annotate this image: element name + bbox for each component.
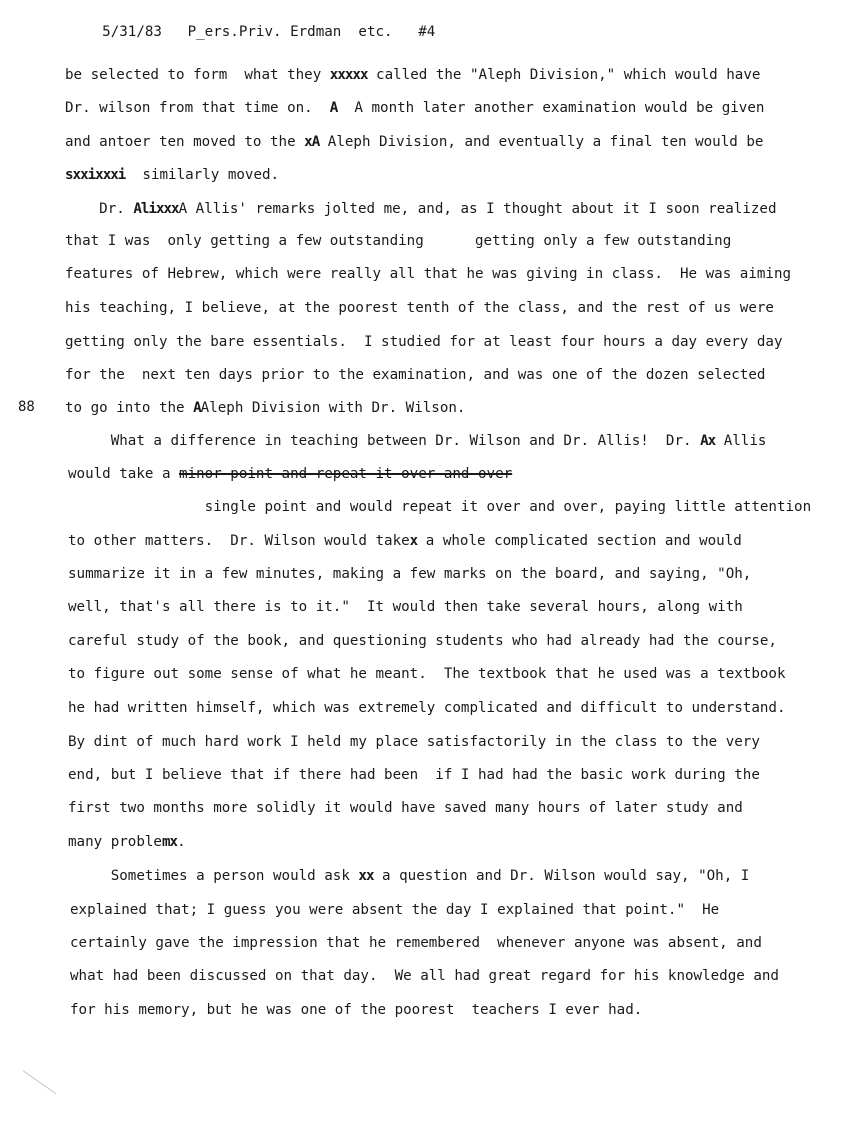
text-segment: A month later another examination would be given — [337, 100, 765, 116]
text-line — [70, 901, 719, 919]
text-line — [70, 934, 762, 952]
text-segment: Allis — [715, 433, 767, 449]
text-line — [70, 1001, 642, 1019]
text-segment: to figure out some sense of what he meant. The textbook that he used was a textbook — [68, 666, 786, 682]
text-segment: to other matters. Dr. Wilson would take — [68, 533, 410, 549]
text-line — [68, 867, 749, 885]
overtyped-text: x — [409, 533, 418, 549]
text-line — [65, 66, 760, 84]
text-line — [68, 699, 786, 717]
text-segment: and antoer ten moved to the — [65, 134, 305, 150]
text-line — [65, 366, 765, 384]
text-line — [65, 99, 764, 117]
text-segment: well, that's all there is to it." It would then take several hours, along with — [68, 599, 743, 615]
text-segment: single point and would repeat it over and over, paying little attention — [68, 499, 812, 515]
text-line — [65, 399, 465, 417]
text-segment: for the next ten days prior to the examination, and was one of the dozen selected — [65, 367, 766, 383]
text-segment: Dr. wilson from that time on. — [65, 100, 330, 116]
text-segment: careful study of the book, and questioning students who had already had the course, — [68, 633, 777, 649]
text-line — [65, 200, 777, 218]
text-line — [68, 833, 186, 851]
text-line — [68, 733, 760, 751]
text-line — [68, 766, 760, 784]
overtyped-text: A — [329, 100, 338, 116]
text-segment: a question and Dr. Wilson would say, "Oh, I — [373, 868, 750, 884]
header-title: P_ers.Priv. Erdman etc. — [187, 24, 393, 40]
text-line — [68, 498, 811, 516]
text-segment: his teaching, I believe, at the poorest tenth of the class, and the rest of us were — [65, 300, 774, 316]
overtyped-text: mx — [161, 834, 178, 850]
paper-edge-mark — [0, 1070, 56, 1127]
overtyped-text: A — [193, 400, 201, 416]
text-segment: he had written himself, which was extremely complicated and difficult to understand. — [68, 700, 786, 716]
text-line — [68, 432, 766, 450]
text-line — [68, 665, 786, 683]
text-line — [68, 799, 743, 817]
text-segment: By dint of much hard work I held my place satisfactorily in the class to the very — [68, 734, 760, 750]
text-segment: What a difference in teaching between Dr. Wilson and Dr. Allis! Dr. — [68, 433, 701, 449]
overtyped-text: xA — [304, 134, 320, 150]
header — [68, 5, 435, 59]
struck-text: minor point and repeat it over and over — [179, 466, 513, 482]
text-segment: summarize it in a few minutes, making a few marks on the board, and saying, "Oh, — [68, 566, 752, 582]
overtyped-text: Alixxx — [133, 201, 179, 217]
overtyped-text: xxxxx — [329, 67, 368, 83]
text-segment: first two months more solidly it would have saved many hours of later study and — [68, 800, 743, 816]
text-segment: for his memory, but he was one of the poorest teachers I ever had. — [70, 1002, 643, 1018]
text-segment: features of Hebrew, which were really all that he was giving in class. He was aiming — [65, 266, 792, 282]
text-segment: explained that; I guess you were absent the day I explained that point." He — [70, 902, 720, 918]
header-page-marker: #4 — [418, 24, 436, 40]
header-date: 5/31/83 — [102, 24, 162, 40]
text-segment: getting only the bare essentials. I studied for at least four hours a day every day — [65, 334, 783, 350]
text-segment: Aleph Division, and eventually a final ten would be — [319, 134, 764, 150]
text-segment: Sometimes a person would ask — [68, 868, 359, 884]
text-line — [70, 967, 779, 985]
text-segment: many proble — [68, 834, 162, 850]
text-segment: would take a — [68, 466, 180, 482]
text-line — [65, 232, 731, 250]
text-line — [68, 532, 742, 550]
margin-page-number: 88 — [18, 399, 35, 415]
text-line — [68, 465, 512, 483]
text-line — [68, 632, 777, 650]
text-segment: end, but I believe that if there had been if I had had the basic work during the — [68, 767, 760, 783]
text-segment: to go into the — [65, 400, 194, 416]
text-line — [65, 333, 783, 351]
text-line — [65, 133, 763, 151]
text-line — [68, 565, 751, 583]
text-segment: be selected to form what they — [65, 67, 330, 83]
text-segment: what had been discussed on that day. We all had great regard for his knowledge and — [70, 968, 779, 984]
text-segment: Aleph Division with Dr. Wilson. — [200, 400, 466, 416]
overtyped-text: Ax — [700, 433, 716, 449]
overtyped-text: xx — [358, 868, 374, 884]
text-line — [65, 265, 791, 283]
text-line — [65, 299, 774, 317]
text-line — [65, 166, 279, 184]
text-line — [68, 598, 743, 616]
text-segment: called the "Aleph Division," which would have — [367, 67, 761, 83]
text-segment: a whole complicated section and would — [417, 533, 742, 549]
text-segment: Dr. — [65, 201, 134, 217]
text-segment: . — [177, 834, 186, 850]
text-segment: certainly gave the impression that he remembered whenever anyone was absent, and — [70, 935, 762, 951]
text-segment: that I was only getting a few outstanding getting only a few outstanding — [65, 233, 732, 249]
text-segment: A Allis' remarks jolted me, and, as I thought about it I soon realized — [178, 201, 777, 217]
text-segment: similarly moved. — [125, 167, 280, 183]
overtyped-text: sxxixxxi — [65, 167, 126, 183]
